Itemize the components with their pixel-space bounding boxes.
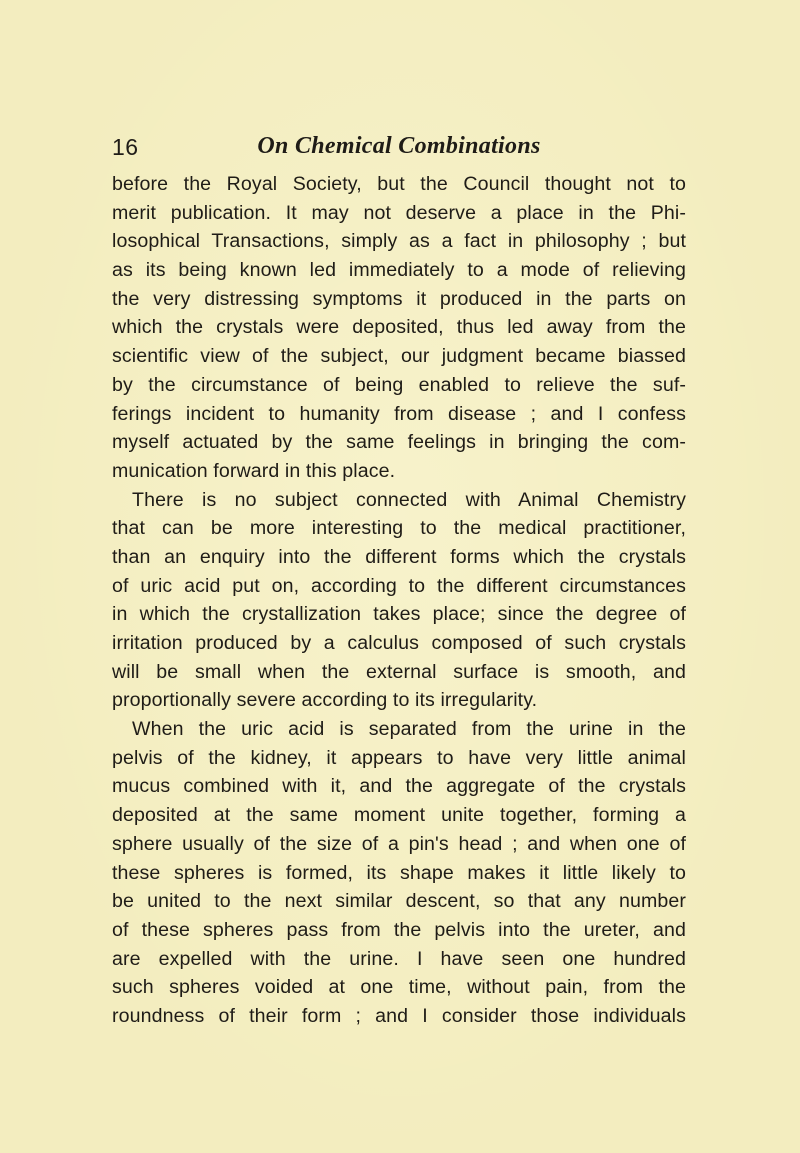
text-line: will be small when the external surface is smooth, and bbox=[112, 660, 686, 683]
text-line: pelvis of the kidney, it appears to have very little animal bbox=[112, 746, 686, 769]
text-line: are expelled with the urine. I have seen one hundred bbox=[112, 947, 686, 970]
text-line: deposited at the same moment unite together, forming a bbox=[112, 804, 686, 827]
text-line: myself actuated by the same feelings in bringing the com- bbox=[112, 431, 686, 454]
text-line: than an enquiry into the different forms which the crystals bbox=[112, 545, 686, 568]
text-line: which the crystals were deposited, thus led away from the bbox=[112, 316, 686, 339]
text-line: by the circumstance of being enabled to relieve the suf- bbox=[112, 373, 686, 396]
paragraph-start: There is no subject connected with Animal Chemistry bbox=[132, 488, 686, 511]
text-line: the very distressing symptoms it produced in the parts on bbox=[112, 287, 686, 310]
text-line: scientific view of the subject, our judgment became biassed bbox=[112, 345, 686, 368]
text-line: such spheres voided at one time, without pain, from the bbox=[112, 976, 686, 999]
body-text bbox=[112, 170, 686, 1031]
text-line: losophical Transactions, simply as a fact in philosophy ; but bbox=[112, 230, 686, 253]
text-line: mucus combined with it, and the aggregate of the crystals bbox=[112, 775, 686, 798]
text-line: ferings incident to humanity from disease ; and I confess bbox=[112, 402, 686, 425]
text-line: be united to the next similar descent, so that any number bbox=[112, 890, 686, 913]
text-line: as its being known led immediately to a mode of relieving bbox=[112, 259, 686, 282]
text-line: irritation produced by a calculus composed of such crystals bbox=[112, 632, 686, 654]
running-head bbox=[112, 134, 686, 164]
text-line: of these spheres pass from the pelvis into the ureter, and bbox=[112, 918, 686, 941]
text-line: of uric acid put on, according to the different circumstances bbox=[112, 574, 686, 597]
text-line: merit publication. It may not deserve a place in the Phi- bbox=[112, 201, 686, 224]
page-number: 16 bbox=[112, 134, 139, 160]
text-line: in which the crystallization takes place; since the degree of bbox=[112, 603, 686, 626]
running-title: On Chemical Combinations bbox=[257, 133, 541, 159]
text-line: before the Royal Society, but the Council thought not to bbox=[112, 173, 686, 195]
text-line: these spheres is formed, its shape makes it little likely to bbox=[112, 861, 686, 884]
text-line: munication forward in this place. bbox=[112, 459, 396, 482]
text-line: that can be more interesting to the medical practitioner, bbox=[112, 517, 686, 540]
text-line: roundness of their form ; and I consider those individuals bbox=[112, 1004, 686, 1027]
text-line: sphere usually of the size of a pin's head ; and when one of bbox=[112, 832, 686, 855]
text-line: proportionally severe according to its irregularity. bbox=[112, 689, 538, 712]
paragraph-start: When the uric acid is separated from the urine in the bbox=[132, 718, 686, 741]
